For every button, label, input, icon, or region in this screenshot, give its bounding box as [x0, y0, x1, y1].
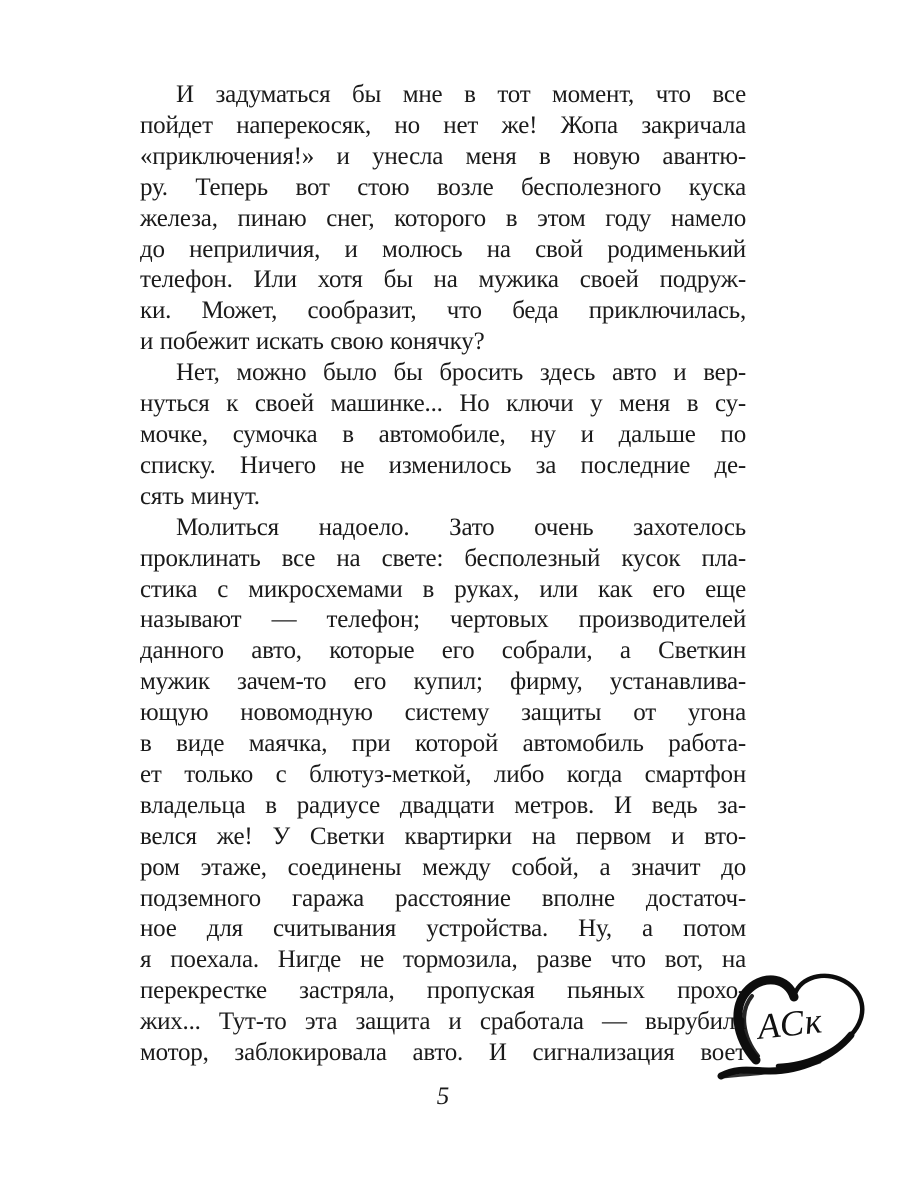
text-line: ющую новомодную систему защиты от угона — [140, 699, 746, 727]
text-line: ром этаже, соединены между собой, а значит до — [140, 853, 746, 881]
text-line: называют — телефон; чертовых производителей — [140, 606, 746, 634]
text-line: ет только с блютуз-меткой, либо когда смартфон — [140, 760, 746, 788]
text-line: сять минут. — [140, 482, 260, 510]
text-line: ки. Может, сообразит, что беда приключилась, — [140, 297, 746, 325]
paragraph — [140, 358, 746, 513]
text-line: пойдет наперекосяк, но нет же! Жопа закричала — [140, 111, 746, 139]
text-block — [140, 80, 746, 1069]
text-line: «приключения!» и унесла меня в новую авантю- — [140, 142, 746, 170]
text-line: ру. Теперь вот стою возле бесполезного куска — [140, 173, 746, 201]
text-line: жих... Тут-то эта защита и сработала — вырубила — [140, 1008, 746, 1036]
paragraph — [140, 513, 746, 1069]
text-line: проклинать все на свете: бесполезный кусок пла- — [140, 544, 746, 572]
text-line: Нет, можно было бы бросить здесь авто и вер- — [176, 359, 746, 387]
page-number: 5 — [436, 1083, 450, 1110]
text-line: мужик зачем-то его купил; фирму, устанавлива- — [140, 668, 746, 696]
text-line: мотор, заблокировала авто. И сигнализация воет — [140, 1039, 746, 1067]
text-line: до неприличия, и молюсь на свой родименький — [140, 235, 746, 263]
text-line: и побежит искать свою конячку? — [140, 328, 485, 356]
text-line: телефон. Или хотя бы на мужика своей подруж- — [140, 266, 746, 294]
text-line: данного авто, которые его собрали, а Светкин — [140, 637, 746, 665]
heart-logo-icon — [716, 968, 878, 1086]
logo-initials: АСк — [755, 1000, 825, 1047]
text-line: велся же! У Светки квартирки на первом и вто- — [140, 822, 746, 850]
text-line: нуться к своей машинке... Но ключи у меня в су- — [140, 390, 746, 418]
text-line: мочке, сумочка в автомобиле, ну и дальше по — [140, 420, 746, 448]
text-line: стика с микросхемами в руках, или как его еще — [140, 575, 746, 603]
paragraph — [140, 80, 746, 358]
text-line: я поехала. Нигде не тормозила, разве что вот, на — [140, 946, 746, 974]
text-line: в виде маячка, при которой автомобиль работа- — [140, 730, 746, 758]
text-line: Молиться надоело. Зато очень захотелось — [176, 513, 746, 541]
text-line: ное для считывания устройства. Ну, а потом — [140, 915, 746, 943]
text-line: перекрестке застряла, пропуская пьяных прохо- — [140, 977, 746, 1005]
text-line: списку. Ничего не изменилось за последние де- — [140, 451, 746, 479]
text-line: владельца в радиусе двадцати метров. И ведь за- — [140, 791, 746, 819]
text-line: подземного гаража расстояние вполне достаточ- — [140, 884, 746, 912]
text-line: железа, пинаю снег, которого в этом году намело — [140, 204, 746, 232]
text-line: И задуматься бы мне в тот момент, что все — [176, 81, 746, 108]
